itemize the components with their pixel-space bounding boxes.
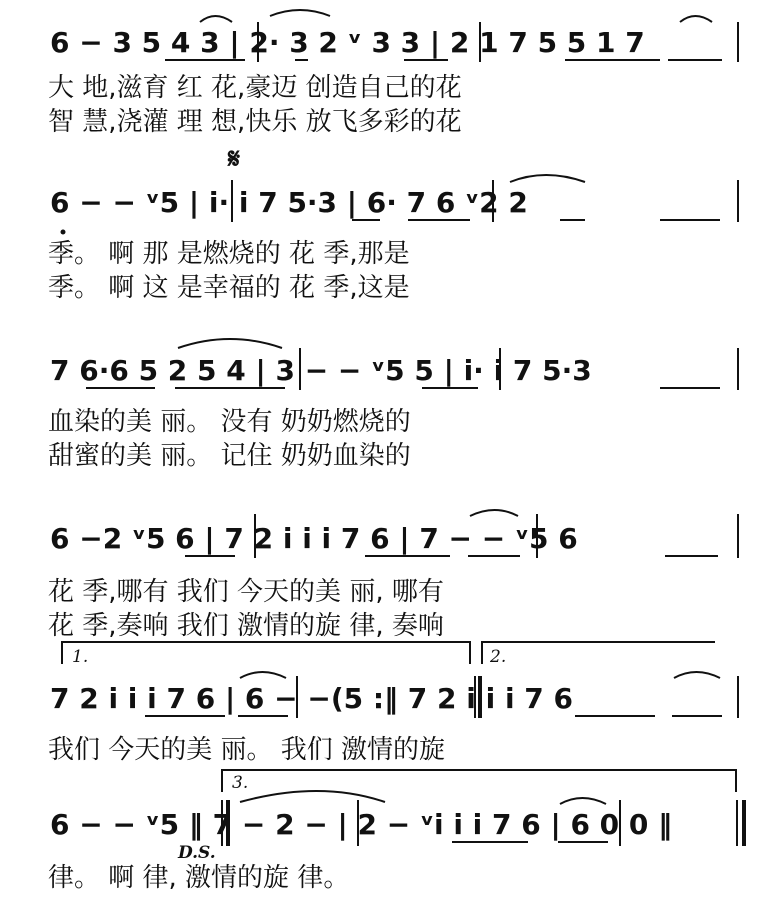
system-4-notes (50, 510, 738, 558)
ds-mark: D.S. (178, 843, 216, 863)
lyric-line: 季。 啊 那 是燃烧的 花 季,那是 (48, 239, 410, 269)
system-6-lyrics (48, 863, 349, 893)
system-3-notes (50, 339, 738, 390)
lyric-line: 季。 啊 这 是幸福的 花 季,这是 (48, 273, 410, 303)
lyric-line: 律。 啊 律, 激情的旋 律。 (48, 863, 350, 893)
volta-3-label: 3. (232, 773, 249, 793)
notes-line: 6 − 3 5 4 3 | 2· 3 2 ᵛ 3 3 | 2 1 7 5 5 1 7 (50, 26, 645, 59)
system-2-lyrics (48, 239, 410, 303)
system-4-lyrics (48, 577, 444, 641)
lyric-line: 大 地,滋育 红 花,豪迈 创造自己的花 (48, 73, 462, 103)
lyric-line: 我们 今天的美 丽。 我们 激情的旋 (48, 735, 446, 765)
volta-bracket-3 (222, 770, 736, 793)
notes-line: 6 − − ᵛ5 ‖ 7 − 2 − | 2 − ᵛi i i 7 6 | 6 0 0 ‖ (50, 808, 673, 841)
system-2-notes (50, 175, 738, 235)
notes-line: 6 −2 ᵛ5 6 | 7 2 i i i 7 6 | 7 − − ᵛ5 6 (50, 522, 578, 555)
lyric-line: 智 慧,浇灌 理 想,快乐 放飞多彩的花 (48, 107, 462, 137)
volta-1-label: 1. (72, 647, 89, 667)
system-5-lyrics (48, 735, 445, 765)
system-1-lyrics (48, 73, 462, 137)
lyric-line: 血染的美 丽。 没有 奶奶燃烧的 (48, 407, 411, 437)
segno-sign: 𝄋 (228, 142, 241, 175)
lyric-line: 花 季,奏响 我们 激情的旋 律, 奏响 (48, 611, 444, 641)
volta-brackets-1-2 (62, 642, 715, 667)
system-5-notes (50, 672, 738, 718)
notes-line: 7 6·6 5 2 5 4 | 3 − − ᵛ5 5 | i· i 7 5·3 (50, 354, 592, 387)
system-6-notes (50, 791, 744, 863)
lyric-line: 甜蜜的美 丽。 记住 奶奶血染的 (48, 441, 411, 471)
lyric-line: 花 季,哪有 我们 今天的美 丽, 哪有 (48, 577, 444, 607)
notes-line: 6 − − ᵛ5 | i· i 7 5·3 | 6· 7 6 ᵛ2 2 (50, 186, 528, 219)
notes-line: 7 2 i i i 7 6 | 6 − −(5 :‖ 7 2 i i i 7 6 (50, 682, 574, 715)
volta-2-label: 2. (490, 647, 507, 667)
system-1-notes (50, 10, 738, 62)
system-3-lyrics (48, 407, 411, 471)
